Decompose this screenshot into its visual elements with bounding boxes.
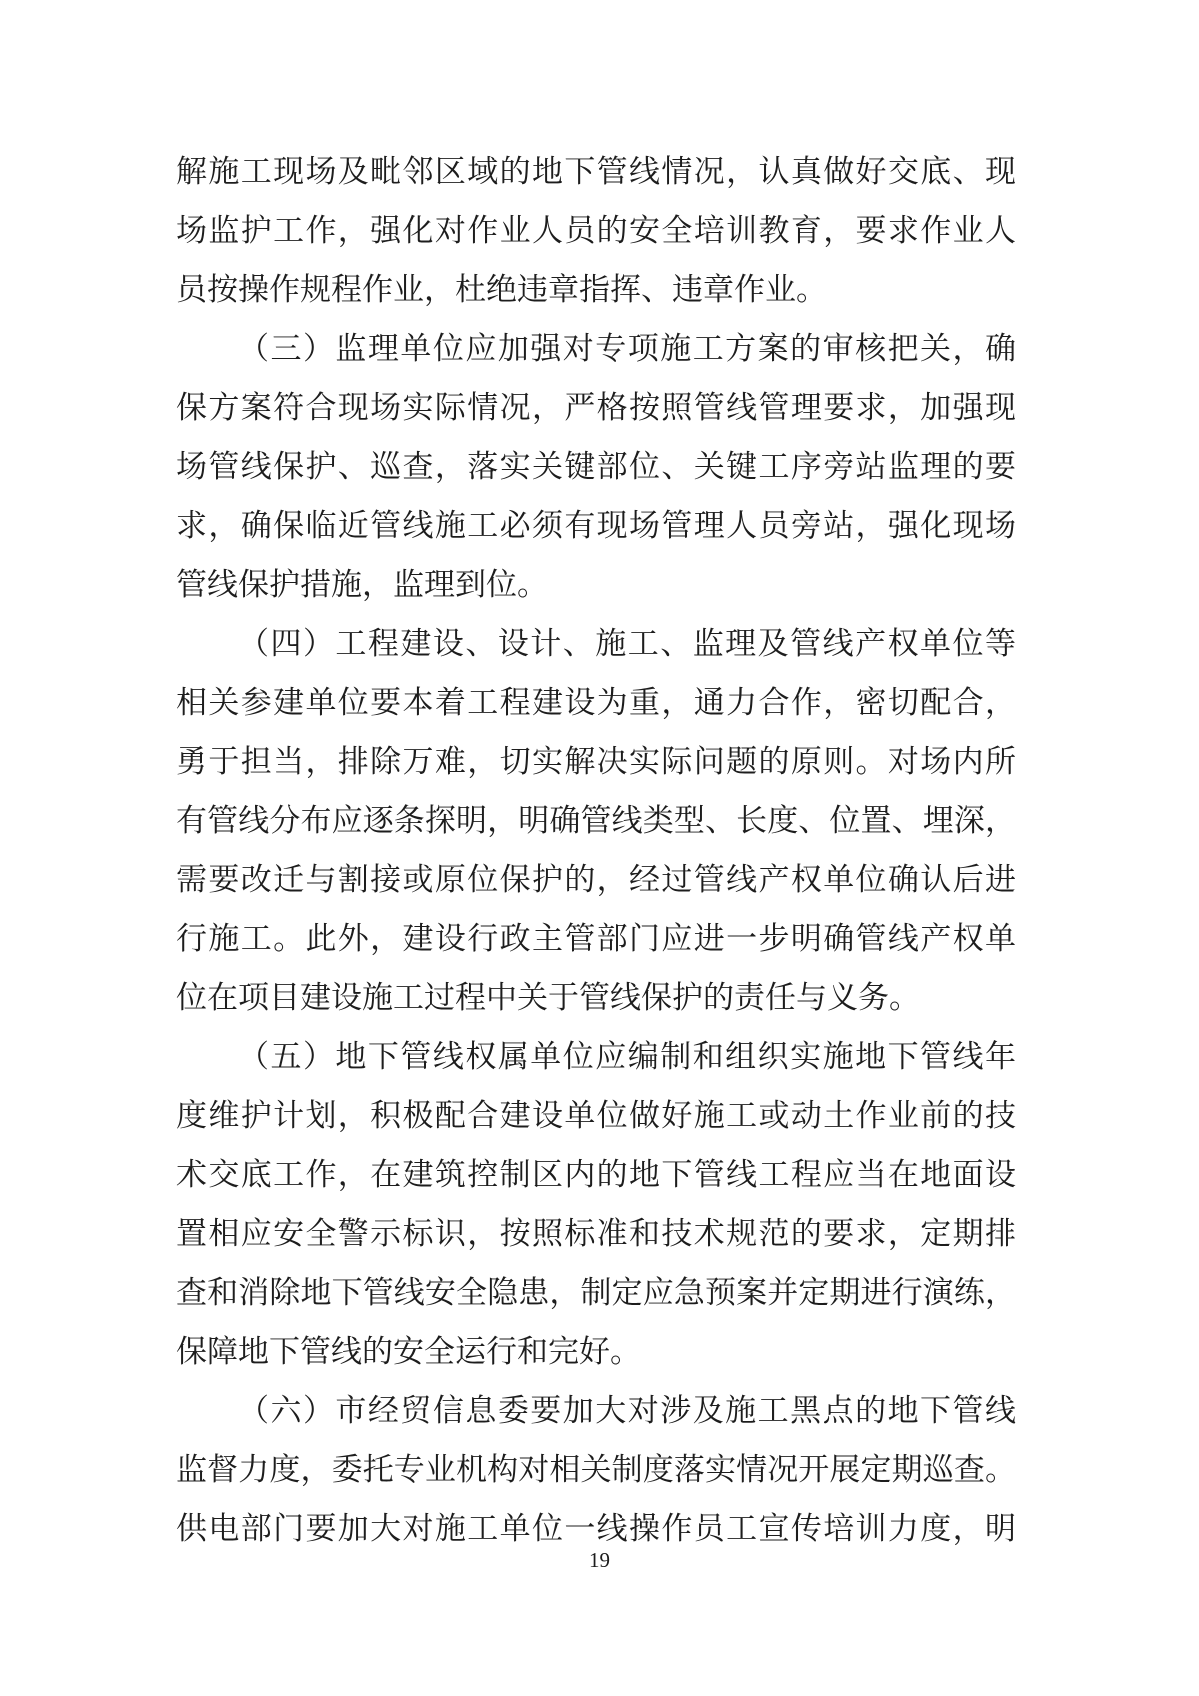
text-line: 求，确保临近管线施工必须有现场管理人员旁站，强化现场: [176, 508, 1016, 543]
paragraph-item-4: [176, 614, 1016, 1027]
text-line: 行施工。此外，建设行政主管部门应进一步明确管线产权单: [176, 921, 1016, 956]
text-line: 保障地下管线的安全运行和完好。: [176, 1334, 641, 1369]
text-line: 相关参建单位要本着工程建设为重，通力合作，密切配合，: [176, 685, 1016, 720]
text-line: 监督力度，委托专业机构对相关制度落实情况开展定期巡查。: [176, 1452, 1016, 1487]
paragraph-continuation: [176, 142, 1016, 319]
text-line: 需要改迁与割接或原位保护的，经过管线产权单位确认后进: [176, 862, 1016, 897]
text-line: 解施工现场及毗邻区域的地下管线情况，认真做好交底、现: [176, 154, 1016, 189]
text-line: （五）地下管线权属单位应编制和组织实施地下管线年: [238, 1039, 1016, 1074]
text-line: 场监护工作，强化对作业人员的安全培训教育，要求作业人: [176, 213, 1016, 248]
paragraph-item-5: [176, 1027, 1016, 1381]
page-number: 19: [589, 1548, 610, 1572]
paragraph-item-6: [176, 1381, 1016, 1558]
text-line: 术交底工作，在建筑控制区内的地下管线工程应当在地面设: [176, 1157, 1016, 1192]
text-line: 勇于担当，排除万难，切实解决实际问题的原则。对场内所: [176, 744, 1016, 779]
text-line: 位在项目建设施工过程中关于管线保护的责任与义务。: [176, 980, 920, 1015]
text-line: （四）工程建设、设计、施工、监理及管线产权单位等: [238, 626, 1016, 661]
text-line: 场管线保护、巡查，落实关键部位、关键工序旁站监理的要: [176, 449, 1016, 484]
text-line: 度维护计划，积极配合建设单位做好施工或动土作业前的技: [176, 1098, 1016, 1133]
text-line: （六）市经贸信息委要加大对涉及施工黑点的地下管线: [238, 1393, 1016, 1428]
text-line: 置相应安全警示标识，按照标准和技术规范的要求，定期排: [176, 1216, 1016, 1251]
text-line: 查和消除地下管线安全隐患，制定应急预案并定期进行演练，: [176, 1275, 1016, 1310]
text-line: 供电部门要加大对施工单位一线操作员工宣传培训力度，明: [176, 1511, 1016, 1546]
text-line: 保方案符合现场实际情况，严格按照管线管理要求，加强现: [176, 390, 1016, 425]
paragraph-item-3: [176, 319, 1016, 614]
text-line: 有管线分布应逐条探明，明确管线类型、长度、位置、埋深，: [176, 803, 1016, 838]
text-line: 管线保护措施，监理到位。: [176, 567, 548, 602]
text-line: （三）监理单位应加强对专项施工方案的审核把关，确: [238, 331, 1016, 366]
text-line: 员按操作规程作业，杜绝违章指挥、违章作业。: [176, 272, 827, 307]
document-body: [176, 142, 1016, 1558]
